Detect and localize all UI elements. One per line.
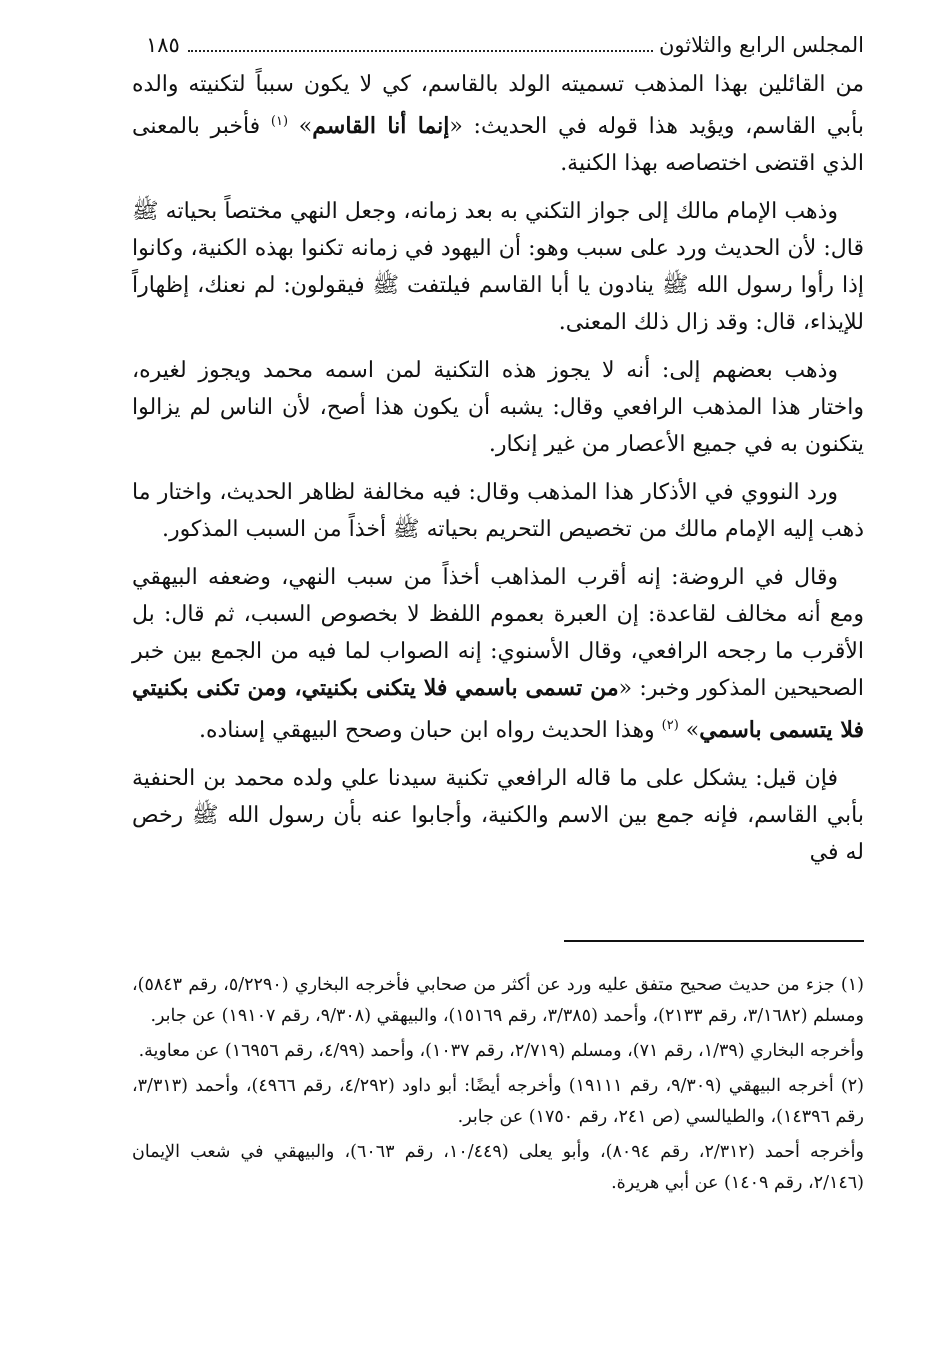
footnote: وأخرجه البخاري (١/٣٩، رقم ٧١)، ومسلم (٢/٧١٩، رقم ١٠٣٧)، وأحمد (٤/٩٩، رقم ١٦٩٥٦) عن معاوية.	[138, 1041, 864, 1061]
hadith-quote: إنما أنا القاسم	[312, 113, 450, 139]
footnote-ref: (١)	[270, 114, 289, 129]
footnote: وأخرجه أحمد (٢/٣١٢، رقم ٨٠٩٤)، وأبو يعلى (١٠/٤٤٩، رقم ٦٠٦٣)، والبيهقي في شعب الإيمان (٢/١٤٦، رقم ١٤٠٩) عن أبي هريرة.	[132, 1142, 864, 1193]
page-number: ١٨٥	[146, 33, 180, 57]
paragraph: وذهب الإمام مالك إلى جواز التكني به بعد زمانه، وجعل النهي مختصاً بحياته ﷺ قال: لأن الحديث ورد على سبب وهو: أن اليهود في زمانه تكنوا بهذه الكنية، وكانوا إذا رأوا رسول الله ﷺ ينادون يا أبا القاسم فيلتفت ﷺ فيقولون: لم نعنك، إظهاراً للإيذاء، قال: وقد زال ذلك المعنى.	[132, 199, 864, 335]
page-body	[132, 30, 864, 882]
footnote: (١) جزء من حديث صحيح متفق عليه ورد عن أكثر من صحابي فأخرجه البخاري (٥/٢٢٩٠، رقم ٥٨٤٣)، ومسلم (٣/١٦٨٢، رقم ٢١٣٣)، وأحمد (٣/٣٨٥، رقم ١٥١٦٩)، والبيهقي (٩/٣٠٨، رقم ١٩١٠٧) عن جابر.	[132, 975, 864, 1026]
paragraph: فإن قيل: يشكل على ما قاله الرافعي تكنية سيدنا علي ولده محمد بن الحنفية بأبي القاسم، فإنه جمع بين الاسم والكنية، وأجابوا عنه بأن رسول الله ﷺ رخص له في	[132, 766, 864, 865]
hadith-quote: من تسمى باسمي فلا يتكنى بكنيتي، ومن تكنى بكنيتي فلا يتسمى باسمي	[132, 675, 864, 743]
chapter-title: المجلس الرابع والثلاثون	[658, 33, 864, 57]
footnotes	[132, 970, 864, 1203]
running-header	[132, 30, 864, 66]
header-dot-leader	[188, 50, 653, 52]
footnote-separator	[564, 940, 864, 942]
main-text	[132, 66, 864, 871]
footnote-ref: (٢)	[661, 718, 679, 733]
paragraph: وقال في الروضة: إنه أقرب المذاهب أخذاً من سبب النهي، وضعفه البيهقي ومع أنه مخالف لقاعدة: إن العبرة بعموم اللفظ لا بخصوص السبب، ثم قال: بل الأقرب ما رجحه الرافعي، وقال الأسنوي: إنه الصواب لما فيه من الجمع بين خبر الصحيحين المذكور وخبر: «من تسمى باسمي فلا يتكنى بكنيتي، ومن تكنى بكنيتي فلا يتسمى باسمي» $^{(٢)}$ وهذا الحديث رواه ابن حبان وصحح البيهقي إسناده.	[132, 565, 865, 743]
footnote: (٢) أخرجه البيهقي (٩/٣٠٩، رقم ١٩١١١) وأخرجه أيضًا: أبو داود (٤/٢٩٢، رقم ٤٩٦٦)، وأحمد (٣/٣١٣، رقم ١٤٣٩٦)، والطيالسي (ص ٢٤١، رقم ١٧٥٠) عن جابر.	[132, 1076, 864, 1127]
paragraph: وذهب بعضهم إلى: أنه لا يجوز هذه التكنية لمن اسمه محمد ويجوز لغيره، واختار هذا المذهب الرافعي وقال: يشبه أن يكون هذا أصح، لأن الناس لم يزالوا يتكنون به في جميع الأعصار من غير إنكار.	[132, 358, 864, 457]
paragraph: ورد النووي في الأذكار هذا المذهب وقال: فيه مخالفة لظاهر الحديث، واختار ما ذهب إليه الإمام مالك من تخصيص التحريم بحياته ﷺ أخذاً من السبب المذكور.	[132, 480, 864, 542]
paragraph: من القائلين بهذا المذهب تسميته الولد بالقاسم، كي لا يكون سبباً لتكنيته والده بأبي القاسم، ويؤيد هذا قوله في الحديث: «إنما أنا القاسم» $^{(١)}$ فأخبر بالمعنى الذي اقتضى اختصاصه بهذا الكنية.	[132, 72, 865, 176]
